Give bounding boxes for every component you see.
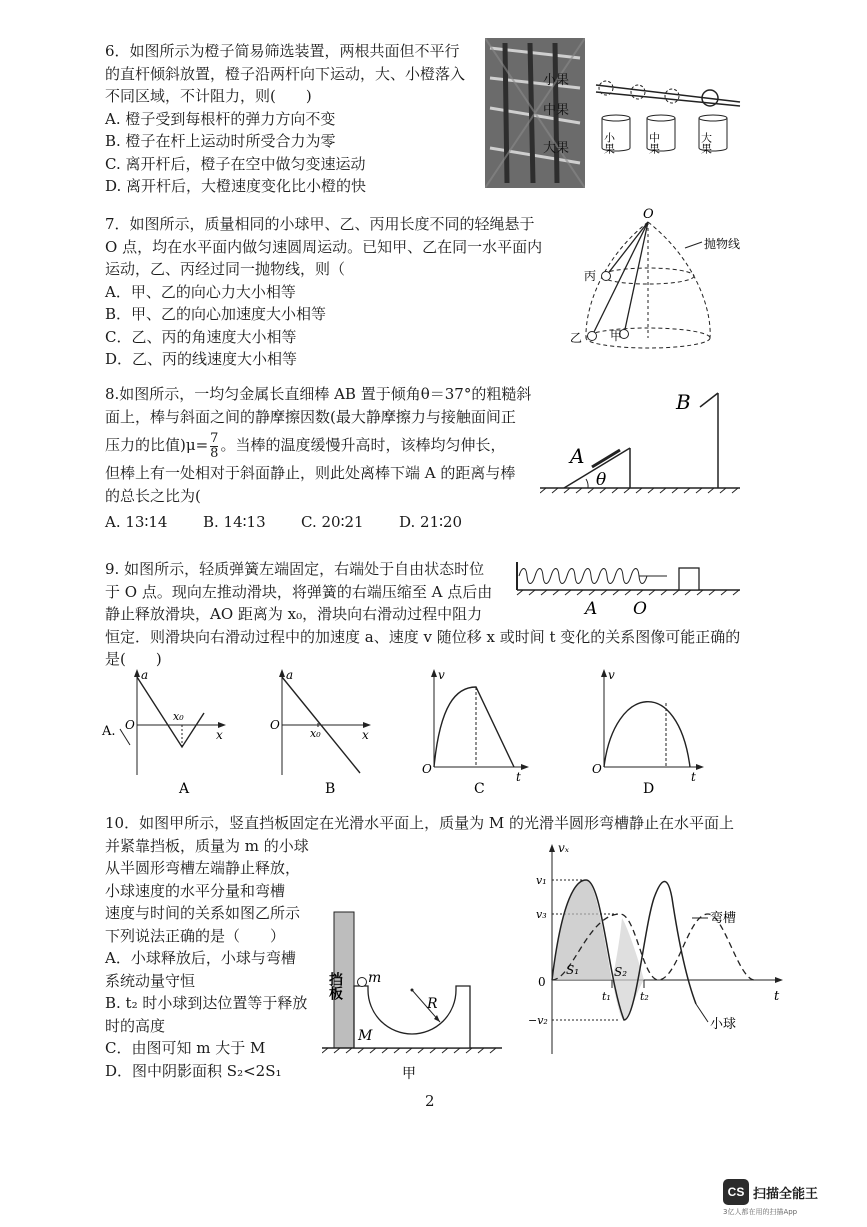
q6-line: 6．如图所示为橙子简易筛选装置，两根共面但不平行: [105, 42, 460, 60]
fraction: [210, 432, 218, 461]
svg-text:m: m: [368, 970, 382, 986]
watermark-name: 扫描全能王: [753, 1186, 819, 1202]
ball-bing: [602, 272, 611, 281]
svg-text:vₓ: vₓ: [558, 841, 570, 855]
q7-option-d: D．乙、丙的线速度大小相等: [105, 350, 298, 368]
rod-end-a-label: A: [570, 444, 585, 468]
q8-line: 面上，棒与斜面之间的静摩擦因数(最大静摩擦力与接触面间正: [105, 407, 516, 426]
svg-text:a: a: [286, 668, 294, 682]
svg-text:D: D: [643, 781, 655, 797]
q6-line: 的直杆倾斜放置，橙子沿两杆向下运动，大、小橙落入: [105, 64, 466, 83]
svg-text:t₂: t₂: [640, 990, 649, 1003]
q9-diagram: [515, 558, 745, 618]
svg-text:A: A: [179, 781, 190, 797]
q7-stem: [105, 213, 542, 371]
graph-d-curve: [604, 702, 690, 767]
cs-logo-icon: CS: [723, 1179, 749, 1205]
svg-text:O: O: [270, 718, 280, 732]
q6-option-d: D. 离开杆后，大橙速度变化比小橙的快: [105, 177, 367, 195]
q10-option-b-cont: 时的高度: [105, 1016, 166, 1035]
q9-line: 静止释放滑块，AO 距离为 x₀，滑块向右滑动过程中阻力: [105, 605, 483, 623]
q10-figure-jia: [322, 910, 512, 1085]
svg-text:v₃: v₃: [536, 908, 547, 921]
jia-label: 甲: [610, 329, 623, 343]
q6-photo: [485, 38, 585, 188]
q6-option-b: B. 橙子在杆上运动时所受合力为零: [105, 132, 336, 150]
q8-option-c: C. 20∶21: [301, 513, 364, 531]
bin-large: [699, 115, 727, 155]
rod-ab: [592, 450, 620, 467]
orange-icon: [665, 89, 679, 103]
q7-option-b: B．甲、乙的向心加速度大小相等: [105, 305, 327, 323]
point-o-label: O: [633, 599, 647, 618]
svg-text:0: 0: [538, 975, 546, 989]
orange-icon: [631, 85, 645, 99]
svg-text:C: C: [474, 781, 485, 797]
graph-c-curve: [434, 687, 514, 767]
svg-text:v₁: v₁: [536, 874, 547, 887]
svg-text:M: M: [358, 1028, 373, 1044]
q7-option-a: A．甲、乙的向心力大小相等: [105, 282, 296, 301]
q8-option-b: B. 14∶13: [203, 513, 266, 531]
svg-text:t: t: [691, 770, 696, 784]
scanner-watermark: [723, 1179, 853, 1217]
bing-label: 丙: [584, 269, 597, 283]
svg-text:S₁: S₁: [566, 963, 580, 977]
q8-line: 压力的比值)μ= $\frac{7}{8}$ 。当棒的温度缓慢升高时，该棒均匀伸长，: [105, 430, 506, 461]
q8-diagram: [540, 385, 745, 500]
q10-line: 小球速度的水平分量和弯槽: [105, 881, 286, 900]
q8-line: 的总长之比为(: [105, 486, 201, 505]
rod-end-b-label: B: [676, 390, 691, 414]
svg-text:v: v: [438, 668, 445, 682]
svg-text:O: O: [592, 762, 602, 776]
ball-legend: 小球: [710, 1017, 737, 1032]
q8-option-d: D. 21∶20: [399, 513, 463, 531]
q10-line: 10．如图甲所示，竖直挡板固定在光滑水平面上，质量为 M 的光滑半圆形弯槽静止在水平面上: [105, 814, 734, 832]
q7-diagram: [560, 200, 780, 360]
q9-graph-c: [410, 665, 535, 800]
svg-text:大果: 大果: [699, 132, 713, 154]
q6-stem: [105, 40, 465, 198]
q10-figure-yi: [528, 838, 790, 1060]
q10-line: 从半圆形弯槽左端静止释放，: [105, 859, 301, 877]
page-number: 2: [425, 1092, 435, 1110]
spring: [519, 569, 647, 584]
svg-text:中果: 中果: [647, 132, 661, 154]
q9-graph-d: [580, 665, 710, 800]
q9-graph-b: [262, 665, 382, 800]
svg-text:a: a: [141, 668, 149, 682]
ball-m: [358, 978, 367, 987]
groove-legend: 弯槽: [710, 911, 737, 926]
photo-label-small: 小果: [543, 73, 570, 88]
svg-text:v: v: [608, 668, 615, 682]
svg-text:挡板: 挡板: [327, 972, 343, 1000]
svg-text:O: O: [125, 718, 135, 732]
bin-medium: [647, 115, 675, 155]
q10-line: 速度与时间的关系如图乙所示: [105, 904, 301, 922]
q7-line: 运动，乙、丙经过同一抛物线，则（: [105, 260, 346, 278]
svg-text:R: R: [427, 996, 438, 1012]
theta-label: θ: [596, 470, 607, 490]
svg-text:小果: 小果: [602, 132, 616, 154]
photo-label-large: 大果: [543, 141, 570, 156]
watermark-subtitle: 3亿人都在用的扫描App: [723, 1208, 798, 1216]
q6-option-c: C. 离开杆后，橙子在空中做匀变速运动: [105, 154, 366, 173]
svg-text:S₂: S₂: [614, 965, 628, 979]
q10-line: 并紧靠挡板，质量为 m 的小球: [105, 836, 309, 855]
q6-option-a: A. 橙子受到每根杆的弹力方向不变: [105, 109, 336, 128]
q8-line: 但棒上有一处相对于斜面静止，则此处离棒下端 A 的距离与棒: [105, 464, 516, 482]
ball-yi: [588, 332, 597, 341]
q9-line: 于 O 点。现向左推动滑块，将弹簧的右端压缩至 A 点后由: [105, 582, 493, 601]
q10-option-b: B. t₂ 时小球到达位置等于释放: [105, 994, 308, 1012]
q10-option-c: C．由图可知 m 大于 M: [105, 1039, 266, 1057]
svg-text:t: t: [516, 770, 521, 784]
svg-text:x₀: x₀: [173, 710, 184, 723]
point-a-label: A: [585, 599, 598, 618]
q10-line: 下列说法正确的是（ ）: [105, 926, 286, 945]
area-s1: [552, 880, 612, 980]
fraction-denominator: 8: [210, 445, 219, 461]
q9-line: 9. 如图所示，轻质弹簧左端固定，右端处于自由状态时位: [105, 560, 485, 578]
q10-option-a-cont: 系统动量守恒: [105, 971, 196, 990]
yi-label: 乙: [570, 331, 583, 345]
q8-line: 8.如图所示，一均匀金属长直细棒 AB 置于倾角θ＝37°的粗糙斜: [105, 385, 532, 403]
slider-block: [679, 568, 699, 590]
graph-a-prefix: A.: [102, 724, 116, 739]
q8-stem: [105, 383, 531, 534]
q9-line: 恒定．则滑块向右滑动过程中的加速度 a、速度 v 随位移 x 或时间 t 变化的关系图像可能正确的: [105, 627, 741, 646]
q8-options: [105, 511, 531, 534]
q6-line: 不同区域，不计阻力，则( ): [105, 87, 312, 105]
point-o-label: O: [643, 207, 654, 222]
q10-option-d: D．图中阴影面积 S₂<2S₁: [105, 1061, 282, 1080]
svg-text:−v₂: −v₂: [528, 1014, 548, 1027]
q6-diagram: [590, 70, 750, 160]
svg-text:B: B: [325, 781, 336, 797]
q9-graph-a: [100, 665, 230, 800]
fraction-numerator: 7: [210, 430, 219, 446]
bin-small: [602, 115, 630, 155]
parabola-label: 抛物线: [704, 237, 741, 251]
photo-label-medium: 中果: [543, 103, 570, 118]
q9-line: 是( ): [105, 650, 162, 668]
svg-text:t₁: t₁: [602, 990, 611, 1003]
svg-text:x₀: x₀: [310, 727, 321, 740]
svg-text:x: x: [362, 728, 369, 742]
q7-line: O 点，均在水平面内做匀速圆周运动。已知甲、乙在同一水平面内: [105, 237, 543, 256]
figure-jia-caption: 甲: [402, 1066, 416, 1082]
q10-option-a: A．小球释放后，小球与弯槽: [105, 949, 296, 967]
svg-text:t: t: [774, 989, 780, 1004]
graph-a-curve: [137, 677, 204, 747]
q7-line: 7．如图所示，质量相同的小球甲、乙、丙用长度不同的轻绳悬于: [105, 215, 535, 233]
q8-option-a: A. 13∶14: [105, 513, 168, 531]
svg-text:x: x: [216, 728, 223, 742]
q7-option-c: C．乙、丙的角速度大小相等: [105, 327, 297, 346]
svg-text:O: O: [422, 762, 432, 776]
